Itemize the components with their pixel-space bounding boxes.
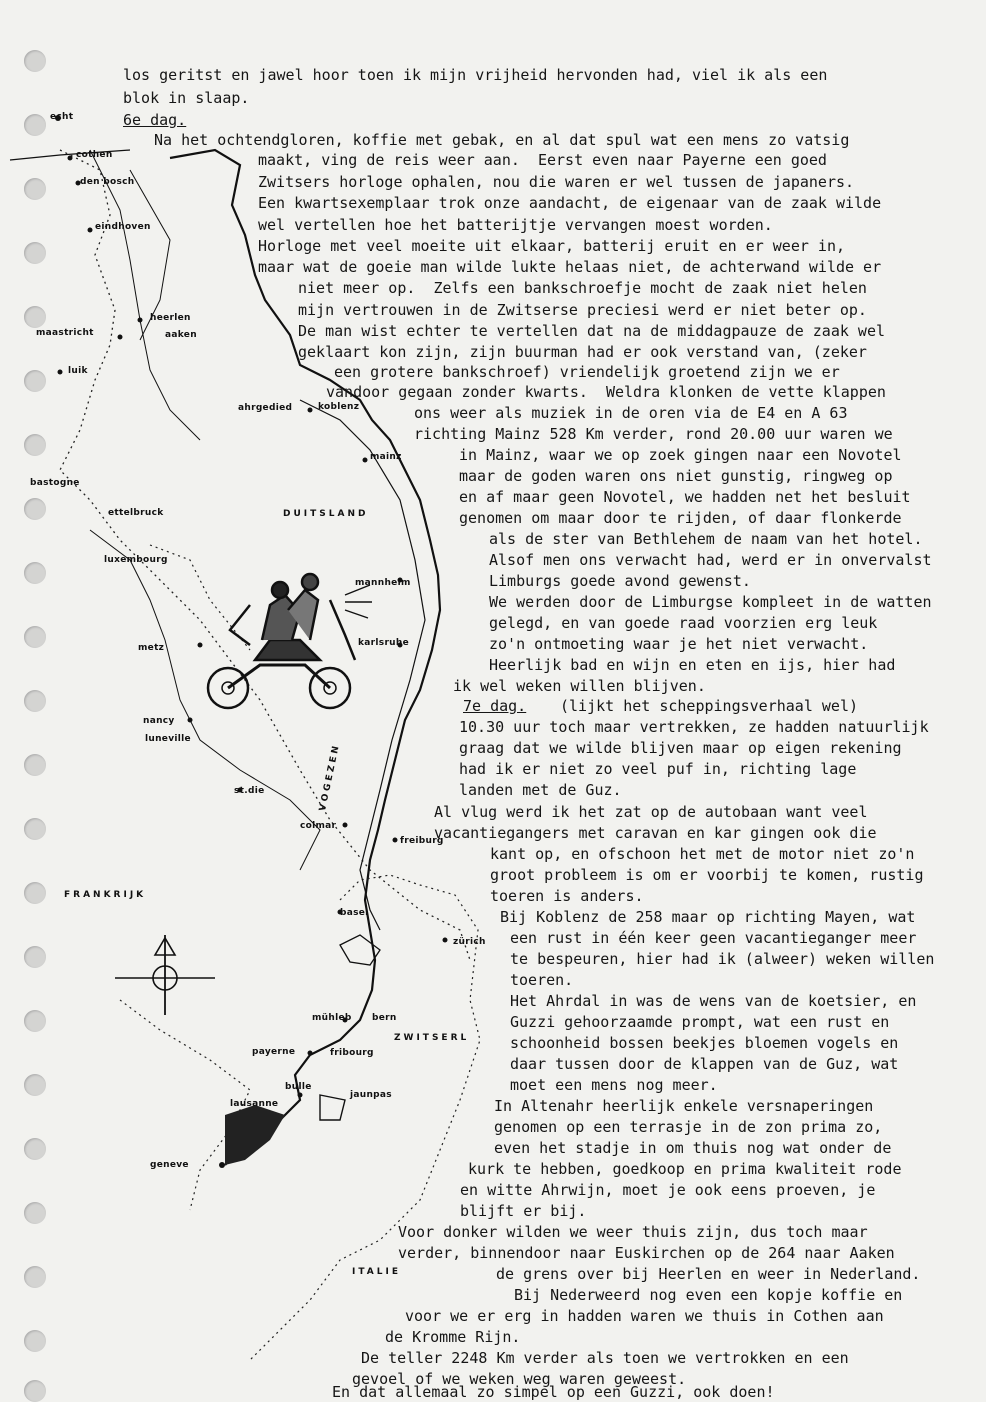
story-line: groot probleem is om er voorbij te komen, rustig xyxy=(490,866,924,884)
map-label: metz xyxy=(138,643,165,653)
map-label: jaunpas xyxy=(350,1090,392,1100)
map-label: bulle xyxy=(285,1082,312,1092)
story-line: een rust in één keer geen vacantieganger meer xyxy=(510,929,917,947)
map-label: karlsruhe xyxy=(358,638,409,648)
map-label: nancy xyxy=(143,716,175,726)
story-line: toeren is anders. xyxy=(490,887,644,905)
story-line: te bespeuren, hier had ik (alweer) weken willen xyxy=(510,950,935,968)
map-label: colmar xyxy=(300,821,337,831)
story-line: een grotere bankschroef) vriendelijk groetend zijn we er xyxy=(334,363,840,381)
map-label: koblenz xyxy=(318,402,360,412)
map-label: payerne xyxy=(252,1047,296,1057)
compass-rose xyxy=(115,935,215,1015)
story-line: genomen om maar door te rijden, of daar flonkerde xyxy=(459,509,902,527)
story-line: gevoel of we weken weg waren geweest. xyxy=(352,1370,687,1388)
story-line: toeren. xyxy=(510,971,574,989)
story-line: blijft er bij. xyxy=(460,1202,587,1220)
map-label: basel xyxy=(340,908,369,918)
story-line: Guzzi gehoorzaamde prompt, wat een rust en xyxy=(510,1013,890,1031)
map-label: luneville xyxy=(145,734,191,744)
story-line: landen met de Guz. xyxy=(459,781,622,799)
story-line: ik wel weken willen blijven. xyxy=(453,677,706,695)
map-label: mannheim xyxy=(355,578,411,588)
map-label: lausanne xyxy=(230,1099,279,1109)
day-heading: 6e dag. xyxy=(123,111,187,129)
story-line: als de ster van Bethlehem de naam van het hotel. xyxy=(489,530,923,548)
story-line: gelegd, en van goede raad voorzien erg leuk xyxy=(489,614,878,632)
story-line: richting Mainz 528 Km verder, rond 20.00 uur waren we xyxy=(414,425,893,443)
map-label: mühleb xyxy=(312,1013,352,1023)
story-line: graag dat we wilde blijven maar op eigen rekening xyxy=(459,739,902,757)
story-line: vacantiegangers met caravan en kar gingen ook die xyxy=(434,824,877,842)
story-line: ons weer als muziek in de oren via de E4 en A 63 xyxy=(414,404,848,422)
story-line: moet een mens nog meer. xyxy=(510,1076,718,1094)
map-label: eindhoven xyxy=(95,222,151,232)
motorcycle-drawing xyxy=(208,574,372,708)
story-line: wel vertellen hoe het batterijtje vervangen moest worden. xyxy=(258,216,773,234)
story-line: vandoor gegaan zonder kwarts. Weldra klonken de vette klappen xyxy=(326,383,886,401)
story-line: Een kwartsexemplaar trok onze aandacht, de eigenaar van de zaak wilde xyxy=(258,194,882,212)
story-line: genomen op een terrasje in de zon prima zo, xyxy=(494,1118,883,1136)
story-line: voor we er erg in hadden waren we thuis in Cothen aan xyxy=(405,1307,884,1325)
map-label: cothen xyxy=(76,150,113,160)
map-label: aaken xyxy=(165,330,197,340)
map-label: zürich xyxy=(453,937,486,947)
road-line xyxy=(90,530,320,870)
story-line: maakt, ving de reis weer aan. Eerst even naar Payerne een goed xyxy=(258,151,827,169)
map-label: bastogne xyxy=(30,478,80,488)
story-line: en witte Ahrwijn, moet je ook eens proeven, je xyxy=(460,1181,876,1199)
story-line: en af maar geen Novotel, we hadden net het besluit xyxy=(459,488,911,506)
story-line: blok in slaap. xyxy=(123,89,250,107)
story-line: Voor donker wilden we weer thuis zijn, dus toch maar xyxy=(398,1223,868,1241)
story-line: Het Ahrdal in was de wens van de koetsier, en xyxy=(510,992,917,1010)
story-line: schoonheid bossen beekjes bloemen vogels en xyxy=(510,1034,899,1052)
map-label-country: ZWITSERL xyxy=(394,1033,470,1043)
story-line: mijn vertrouwen in de Zwitserse preciesi werd er niet beter op. xyxy=(298,301,867,319)
story-line: daar tussen door de klappen van de Guz, wat xyxy=(510,1055,899,1073)
story-line: In Altenahr heerlijk enkele versnaperingen xyxy=(494,1097,874,1115)
map-label: ahrgedied xyxy=(238,403,293,413)
story-line: Horloge met veel moeite uit elkaar, batterij eruit en er weer in, xyxy=(258,237,845,255)
map-label: mainz xyxy=(370,452,402,462)
map-label: luik xyxy=(68,366,88,376)
story-line: niet meer op. Zelfs een bankschroefje mocht de zaak niet helen xyxy=(298,279,867,297)
map-label: geneve xyxy=(150,1160,189,1170)
maas-river xyxy=(90,150,200,440)
map-label-country: FRANKRIJK xyxy=(64,890,147,900)
story-line: Alsof men ons verwacht had, werd er in onvervalst xyxy=(489,551,932,569)
story-line: de Kromme Rijn. xyxy=(385,1328,521,1346)
story-line: zo'n ontmoeting waar je het niet verwacht. xyxy=(489,635,869,653)
map-label: luxembourg xyxy=(104,555,168,565)
map-label: freiburg xyxy=(400,836,444,846)
story-line: even het stadje in om thuis nog wat onder de xyxy=(494,1139,892,1157)
story-line: En dat allemaal zo simpel op een Guzzi, ook doen! xyxy=(332,1383,775,1401)
story-line: had ik er niet zo veel puf in, richting lage xyxy=(459,760,857,778)
rhine-river xyxy=(300,400,425,930)
story-line: los geritst en jawel hoor toen ik mijn vrijheid hervonden had, viel ik als een xyxy=(123,66,828,84)
story-line: 10.30 uur toch maar vertrekken, ze hadden natuurlijk xyxy=(459,718,929,736)
story-line: We werden door de Limburgse kompleet in de watten xyxy=(489,593,932,611)
story-line: Zwitsers horloge ophalen, nou die waren er wel tussen de japaners. xyxy=(258,173,855,191)
story-line: maar de goden waren ons niet gunstig, ringweg op xyxy=(459,467,893,485)
story-line: Heerlijk bad en wijn en eten en ijs, hier had xyxy=(489,656,896,674)
story-line: kurk te hebben, goedkoop en prima kwaliteit rode xyxy=(468,1160,902,1178)
lake xyxy=(320,1095,345,1120)
map-label: st.die xyxy=(234,786,265,796)
map-label: heerlen xyxy=(150,313,191,323)
map-label: echt xyxy=(50,112,74,122)
map-label-region: VOGEZEN xyxy=(318,742,343,813)
map-label-country: ITALIE xyxy=(352,1267,401,1277)
map-label: maastricht xyxy=(36,328,94,338)
story-line: maar wat de goeie man wilde lukte helaas niet, de achterwand wilde er xyxy=(258,258,882,276)
map-label: bern xyxy=(372,1013,397,1023)
story-line: De teller 2248 Km verder als toen we vertrokken en een xyxy=(361,1349,849,1367)
border-line xyxy=(250,875,480,1360)
story-line: de grens over bij Heerlen en weer in Nederland. xyxy=(496,1265,921,1283)
story-line: De man wist echter te vertellen dat na de middagpauze de zaak wel xyxy=(298,322,885,340)
map-label: den bosch xyxy=(80,177,135,187)
lake xyxy=(225,1105,285,1165)
story-line: (lijkt het scheppingsverhaal wel) xyxy=(560,697,859,715)
story-line: Bij Nederweerd nog even een kopje koffie en xyxy=(514,1286,903,1304)
story-line: geklaart kon zijn, zijn buurman had er ook verstand van, (zeker xyxy=(298,343,867,361)
story-line: Limburgs goede avond gewenst. xyxy=(489,572,751,590)
story-line: in Mainz, waar we op zoek gingen naar een Novotel xyxy=(459,446,902,464)
story-line: kant op, en ofschoon het met de motor niet zo'n xyxy=(490,845,915,863)
map-label: fribourg xyxy=(330,1048,374,1058)
story-line: Na het ochtendgloren, koffie met gebak, en al dat spul wat een mens zo vatsig xyxy=(154,131,850,149)
story-line: Bij Koblenz de 258 maar op richting Mayen, wat xyxy=(500,908,916,926)
story-line: Al vlug werd ik het zat op de autobaan want veel xyxy=(434,803,868,821)
story-line: verder, binnendoor naar Euskirchen op de 264 naar Aaken xyxy=(398,1244,895,1262)
map-label-country: DUITSLAND xyxy=(283,509,369,519)
map-label: ettelbruck xyxy=(108,508,164,518)
day-heading: 7e dag. xyxy=(463,697,527,715)
